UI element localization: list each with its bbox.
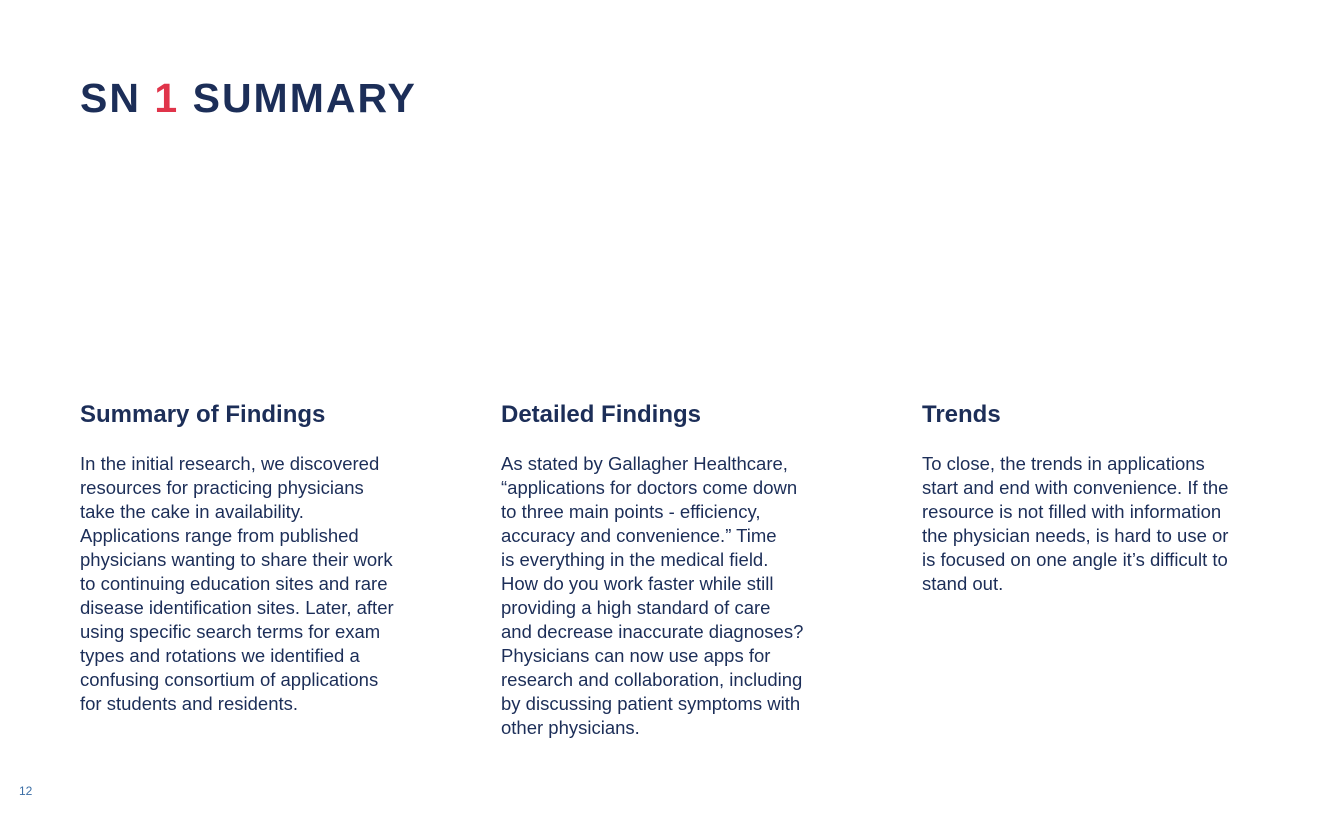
body-text-line: Physicians can now use apps for: [501, 645, 771, 666]
body-text-line: is everything in the medical field.: [501, 549, 769, 570]
body-text-line: other physicians.: [501, 717, 640, 738]
body-text-line: As stated by Gallagher Healthcare,: [501, 453, 788, 474]
body-text-line: accuracy and convenience.” Time: [501, 525, 777, 546]
page-title: [80, 74, 417, 122]
summary-of-findings-column: [80, 400, 430, 716]
page-number: 12: [19, 784, 33, 798]
body-text-line: to continuing education sites and rare: [80, 573, 388, 594]
body-text-line: by discussing patient symptoms with: [501, 693, 801, 714]
body-text-line: In the initial research, we discovered: [80, 453, 380, 474]
trends-column: [922, 400, 1272, 596]
body-text-line: stand out.: [922, 573, 1004, 594]
summary-of-findings-body: [80, 452, 430, 716]
body-text-line: start and end with convenience. If the: [922, 477, 1229, 498]
body-text-line: using specific search terms for exam: [80, 621, 381, 642]
body-text-line: disease identification sites. Later, after: [80, 597, 394, 618]
detailed-findings-body: [501, 452, 851, 740]
body-text-line: types and rotations we identified a: [80, 645, 360, 666]
title-number: 1: [154, 75, 180, 121]
trends-body: [922, 452, 1272, 596]
body-text-line: the physician needs, is hard to use or: [922, 525, 1229, 546]
body-text-line: is focused on one angle it’s difficult to: [922, 549, 1228, 570]
detailed-findings-column: [501, 400, 851, 740]
body-text-line: Applications range from published: [80, 525, 359, 546]
body-text-line: How do you work faster while still: [501, 573, 774, 594]
trends-heading: Trends: [922, 401, 1001, 428]
body-text-line: To close, the trends in applications: [922, 453, 1205, 474]
body-text-line: providing a high standard of care: [501, 597, 771, 618]
title-prefix: SN: [80, 75, 141, 121]
body-text-line: to three main points - efficiency,: [501, 501, 761, 522]
title-suffix: SUMMARY: [192, 75, 417, 121]
body-text-line: take the cake in availability.: [80, 501, 304, 522]
body-text-line: “applications for doctors come down: [501, 477, 798, 498]
body-text-line: resource is not filled with information: [922, 501, 1222, 522]
body-text-line: for students and residents.: [80, 693, 299, 714]
body-text-line: physicians wanting to share their work: [80, 549, 393, 570]
body-text-line: resources for practicing physicians: [80, 477, 364, 498]
summary-of-findings-heading: Summary of Findings: [80, 401, 326, 428]
body-text-line: and decrease inaccurate diagnoses?: [501, 621, 804, 642]
detailed-findings-heading: Detailed Findings: [501, 401, 702, 428]
body-text-line: confusing consortium of applications: [80, 669, 379, 690]
body-text-line: research and collaboration, including: [501, 669, 803, 690]
